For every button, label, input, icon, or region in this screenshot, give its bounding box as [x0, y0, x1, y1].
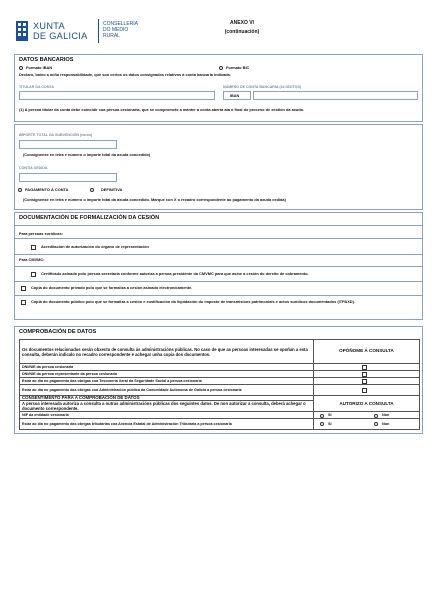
ceded-amount-label: CONTÍA CEDIDA [19, 166, 48, 170]
oppose-checkbox[interactable] [362, 372, 367, 377]
logo-divider [98, 19, 99, 43]
cmvmc-heading: Para CMVMC: [19, 257, 45, 262]
section-title: COMPROBACIÓN DE DATOS [19, 329, 97, 335]
public-document-checkbox[interactable] [21, 300, 26, 305]
bank-declaration: Declaro, baixo a miña responsabilidade, que son certos os datos consignados relativos á conta bancaria indicada. [19, 72, 231, 77]
consent-title: CONSENTIMENTO PARA A COMPROBACIÓN DE DATOS [20, 396, 314, 401]
public-document-label: Copia do documento público polo que se formaliza a cesión e xustificación da liquidación do imposto de transmisións patrimoniais e actos xurídicos documentados (ITPAXD). [31, 299, 355, 304]
account-number-input[interactable] [253, 91, 418, 100]
oppose-header: OPÓÑOME Á CONSULTA [314, 340, 420, 364]
consent-intro: A persoa interesada autoriza a consulta a outras administracións públicas dos seguintes datos. De non autorizar a consulta, deberá achegar o documento correspondente. [20, 401, 314, 412]
account-holder-input[interactable] [19, 91, 215, 100]
total-grant-input[interactable] [19, 140, 117, 149]
certificate-label: Certificado asinado polo persoa secretaria conforme autoriza a persoa presidente da CMVMC para que asine a cesión do dereito de cobramento. [41, 271, 309, 276]
holder-note: (1) A persoa titular da conta debe coincidir coa persoa cesionaria, que se compromete a manter a conta aberta ata o final do proceso de xestión da axuda. [19, 107, 304, 112]
verification-table [19, 339, 420, 430]
payment-on-account-radio[interactable] [18, 188, 22, 192]
table-row: NIF da entidade cesionaria Si Non [20, 412, 420, 419]
private-document-label: Copia do documento privado polo que se formaliza a cesión asinado electronicamente. [31, 285, 193, 290]
account-number-label: NÚMERO DE CONTA BANCARIA (24 DÍXITOS) [223, 85, 302, 89]
grant-amount-section [14, 124, 423, 210]
table-row: DNI/NIE da persoa representante da persoa cesionaria [20, 371, 420, 378]
final-payment-radio[interactable] [90, 188, 94, 192]
authorize-yes-radio[interactable] [320, 414, 324, 418]
oppose-checkbox[interactable] [362, 388, 367, 393]
iban-format-label: Formato IBAN [26, 65, 53, 70]
table-row: Estar ao día no pagamento das obrigas tributarias coa Axencia Estatal de Administración Tributaria a persoa cesionaria Si Non [20, 419, 420, 430]
ceded-amount-input[interactable] [19, 173, 117, 182]
private-document-checkbox[interactable] [21, 286, 26, 291]
documentation-section [14, 212, 423, 320]
authorize-no-radio[interactable] [374, 422, 378, 426]
authorize-no-radio[interactable] [374, 414, 378, 418]
logo-text: XUNTA DE GALICIA [33, 21, 88, 41]
section-title: DOCUMENTACIÓN DE FORMALIZACIÓN DA CESIÓN [19, 215, 160, 221]
department-name: CONSELLERÍA DO MEDIO RURAL [103, 21, 139, 39]
authorize-yes-radio[interactable] [320, 422, 324, 426]
section-title: DATOS BANCARIOS [19, 57, 74, 63]
accreditation-label: Acreditación de autorización do órgano de representación [41, 244, 149, 249]
verification-intro: Os documentos relacionados serán obxecto de consulta ás administracións públicas. No caso de que as persoas interesadas se opoñan a esta consulta, deberán indicalo no recadro correspondente e achegar unha copia dos documentos. [20, 340, 314, 364]
xunta-shield-icon [14, 20, 30, 42]
legal-persons-heading: Para persoas xurídicas: [19, 231, 63, 236]
total-grant-label: IMPORTE TOTAL DA SUBVENCIÓN (euros) [19, 133, 93, 137]
iban-prefix-box: IBAN [223, 91, 251, 100]
bic-format-radio[interactable] [219, 66, 223, 70]
table-row: Estar ao día no pagamento das obrigas coa Administración pública da Comunidade Autónoma de Galicia a persoa cesionaria [20, 385, 420, 396]
table-row: Estar ao día no pagamento das obrigas coa Tesourería Xeral da Seguridade Social a persoa cesionaria [20, 378, 420, 385]
oppose-checkbox[interactable] [362, 365, 367, 370]
data-verification-section [14, 326, 423, 434]
oppose-checkbox[interactable] [362, 379, 367, 384]
table-row: DNI/NIE da persoa cesionaria [20, 364, 420, 371]
holder-label: TITULAR DA CONTA [19, 85, 54, 89]
annex-subtitle: (continuación) [224, 29, 260, 35]
certificate-checkbox[interactable] [31, 272, 36, 277]
total-grant-note: (Consígnense en letra e número o importe total da axuda concedido) [23, 152, 151, 157]
bank-data-section [14, 54, 423, 122]
ceded-amount-note: (Consígnense en letra e número o importe total da axuda concedido. Marque cun X o recadro correspondente ao pagamento da axuda cedida) [23, 197, 286, 202]
iban-format-radio[interactable] [19, 66, 23, 70]
payment-on-account-label: PAGAMENTO Á CONTA [25, 187, 69, 192]
annex-title: ANEXO VI [230, 20, 254, 26]
authorize-header: AUTORIZO A CONSULTA [314, 396, 420, 412]
accreditation-checkbox[interactable] [31, 245, 36, 250]
bic-format-label: Formato BIC [226, 65, 250, 70]
final-payment-label: DEFINITIVA [101, 187, 123, 192]
